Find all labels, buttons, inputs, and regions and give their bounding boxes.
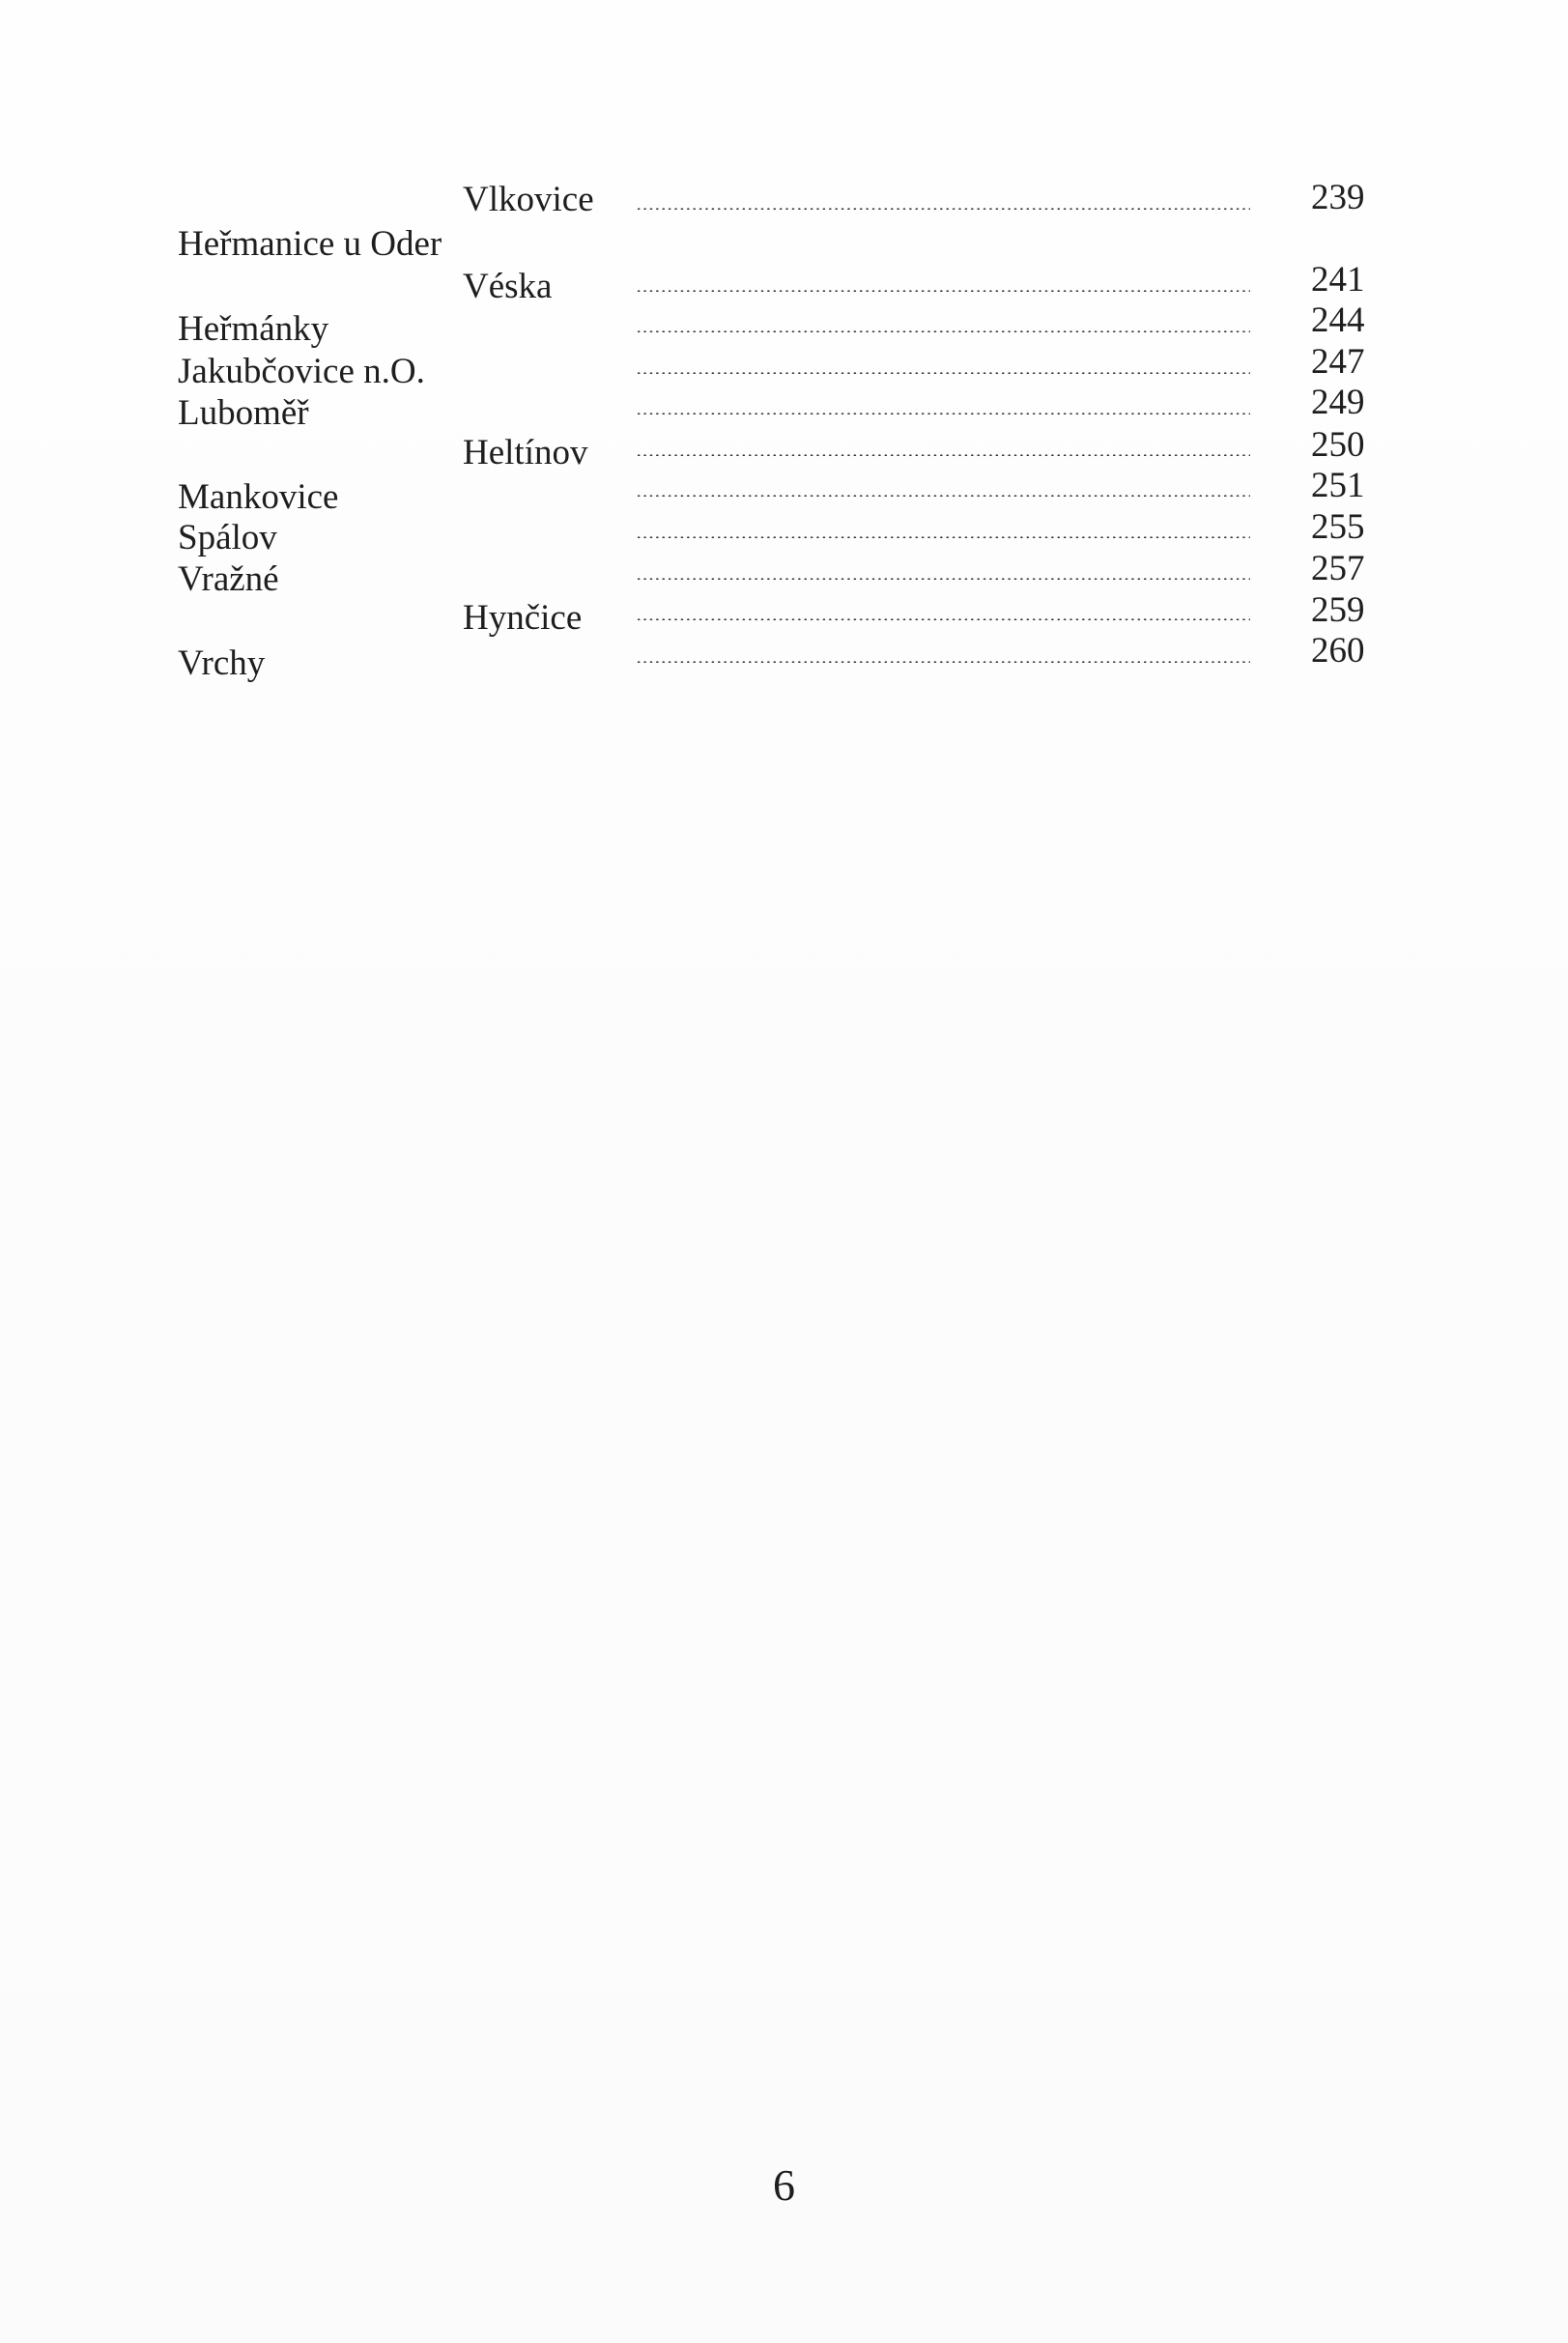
toc-page-number: 241 <box>1311 260 1365 300</box>
toc-page-number: 250 <box>1311 425 1365 465</box>
toc-entry-label: Heltínov <box>463 433 588 472</box>
toc-leader-dots <box>636 290 1250 292</box>
toc-leader-dots <box>636 618 1250 620</box>
toc-page-number: 247 <box>1311 342 1365 382</box>
toc-leader-dots <box>636 372 1250 374</box>
toc-page-number: 244 <box>1311 300 1365 340</box>
toc-entry-label: Heřmanice u Oder <box>178 224 442 264</box>
toc-page-number: 255 <box>1311 507 1365 547</box>
toc-leader-dots <box>636 578 1250 580</box>
toc-page-number: 259 <box>1311 590 1365 630</box>
toc-entry-label: Véska <box>463 267 553 306</box>
toc-page-number: 251 <box>1311 466 1365 505</box>
toc-entry-label: Jakubčovice n.O. <box>178 352 425 391</box>
toc-page-number: 239 <box>1311 178 1365 217</box>
toc-page-number: 257 <box>1311 549 1365 588</box>
toc-leader-dots <box>636 536 1250 538</box>
toc-page-number: 260 <box>1311 631 1365 671</box>
toc-leader-dots <box>636 454 1250 456</box>
page-number: 6 <box>773 2160 795 2210</box>
toc-entry-label: Luboměř <box>178 393 309 433</box>
toc-leader-dots <box>636 330 1250 332</box>
toc-entry-label: Hynčice <box>463 598 583 638</box>
toc-entry-label: Vražné <box>178 559 279 599</box>
toc-page-number: 249 <box>1311 383 1365 422</box>
toc-leader-dots <box>636 661 1250 663</box>
toc-entry-label: Vlkovice <box>463 180 594 219</box>
toc-leader-dots <box>636 495 1250 497</box>
toc-leader-dots <box>636 208 1250 210</box>
toc-entry-label: Mankovice <box>178 477 339 517</box>
toc-leader-dots <box>636 413 1250 414</box>
toc-entry-label: Heřmánky <box>178 309 329 349</box>
toc-entry-label: Vrchy <box>178 643 266 683</box>
toc-entry-label: Spálov <box>178 518 277 557</box>
